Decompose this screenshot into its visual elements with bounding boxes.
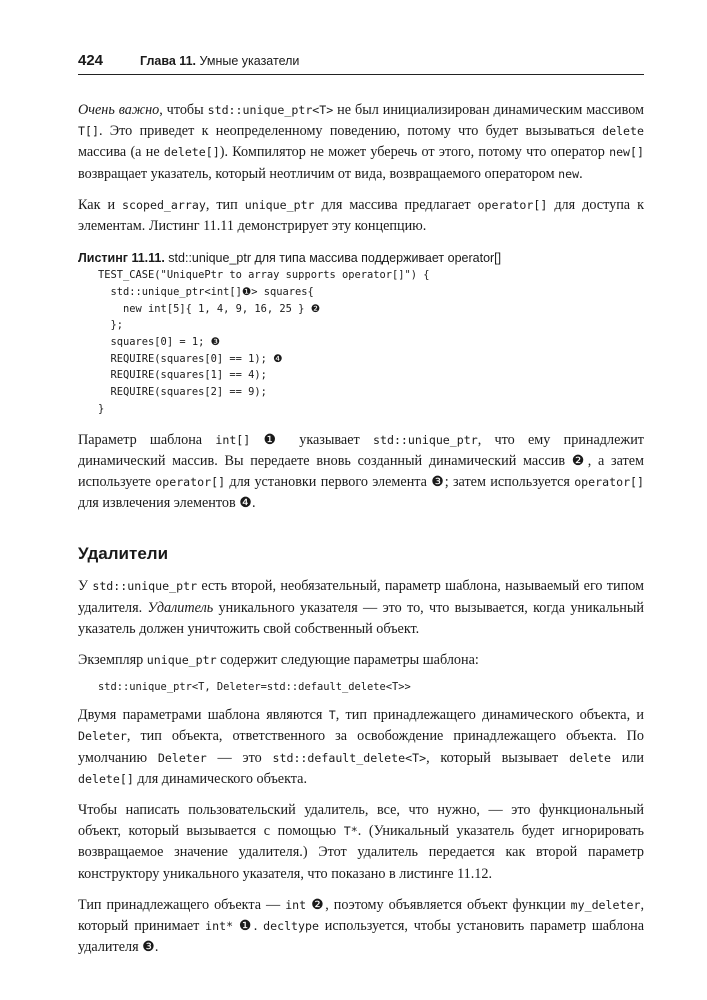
inline-code: operator[] [477, 197, 548, 212]
listing-caption [78, 251, 644, 265]
inline-code: int* [205, 919, 234, 933]
inline-code: delete [602, 124, 644, 139]
inline-code: int[] [215, 432, 251, 447]
listing-title: std::unique_ptr для типа массива поддерживает operator[] [164, 251, 502, 266]
inline-code: T* [343, 824, 358, 839]
inline-code: std::unique_ptr [373, 432, 478, 447]
paragraph: Тип принадлежащего объекта — int ❷, поэтому объявляется объект функции my_deleter, который принимает int* ❶. decltype используется, чтобы установить параметр шаблона удалителя ❸. [78, 896, 644, 956]
inline-code: std::unique_ptr [92, 579, 198, 594]
section-heading: Удалители [78, 544, 169, 564]
inline-code: delete[] [163, 145, 220, 160]
paragraph: Как и scoped_array, тип unique_ptr для массива предлагает operator[] для доступа к элементам. Листинг 11.11 демонстрирует эту концепцию. [78, 196, 644, 235]
page-header [78, 52, 644, 69]
inline-code: decltype [263, 919, 319, 933]
inline-code: int [285, 897, 307, 912]
page-number: 424 [78, 52, 104, 69]
page-body [78, 100, 644, 968]
inline-code: std::default_delete<T> [272, 750, 427, 765]
inline-code: unique_ptr [244, 197, 315, 212]
inline-code: delete[] [78, 771, 134, 786]
inline-code: my_deleter [570, 897, 641, 912]
inline-code: T [328, 708, 336, 723]
paragraph: У std::unique_ptr есть второй, необязательный, параметр шаблона, называемый его типом удалителя. Удалитель уникального указателя — это то, что вызывается, когда уникальный указатель должен уничтожить свой собственный объект. [78, 578, 644, 637]
inline-code: operator[] [574, 474, 645, 489]
inline-code: std::unique_ptr<T> [207, 103, 334, 117]
template-signature: std::unique_ptr<T, Deleter=std::default_delete<T>> [98, 681, 411, 694]
paragraph: Экземпляр unique_ptr содержит следующие параметры шаблона: [78, 651, 479, 668]
inline-code: new [558, 166, 580, 181]
running-title [140, 54, 299, 68]
paragraph: Чтобы написать пользовательский удалитель, все, что нужно, — это функциональный объект, который вызывается с помощью T*. (Уникальный указатель будет игнорировать возвращаемое значение удалителя.) Этот удалитель передается как второй параметр конструктору уникального указателя, что показано в листинге 11.12. [78, 801, 644, 882]
code-listing: TEST_CASE("UniquePtr to array supports operator[]") { std::unique_ptr<int[]❶> squares{ new int[5]{ 1, 4, 9, 16, 25 } ❷ }; squares[0] = 1; ❸ REQUIRE(squares[0] == 1); ❹ REQUIRE(squares[1] == 4); REQUIRE(squares[2] == 9); } [98, 269, 430, 415]
inline-code: delete [569, 750, 611, 765]
inline-code: operator[] [155, 474, 226, 489]
paragraph: Параметр шаблона int[] ❶ указывает std::unique_ptr, что ему принадлежит динамический массив. Вы передаете вновь созданный динамический массив ❷, а затем используете operator[] для установки первого элемента ❸; затем используется operator[] для извлечения элементов ❹. [78, 431, 645, 512]
inline-code: Deleter [78, 729, 127, 744]
inline-code: unique_ptr [146, 652, 217, 667]
paragraph: Очень важно, чтобы std::unique_ptr<T> не был инициализирован динамическим массивом T[]. Это приведет к неопределенному поведению, потому что будет вызываться delete массива (а не delete[]). Компилятор не может уберечь от этого, потому что оператор new[] возвращает указатель, который неотличим от вида, возвращаемого оператором new. [78, 102, 644, 182]
inline-code: new[] [609, 145, 644, 160]
inline-code: T[] [78, 124, 99, 139]
header-divider [78, 74, 644, 75]
inline-code: Deleter [157, 750, 207, 765]
inline-code: scoped_array [122, 197, 206, 212]
chapter-title: Умные указатели [199, 54, 300, 68]
listing-label: Листинг 11.11. [78, 251, 165, 266]
chapter-label: Глава 11. [140, 54, 196, 68]
paragraph: Двумя параметрами шаблона являются T, тип принадлежащего динамического объекта, и Deleter, тип объекта, ответственного за освобождение принадлежащего объекта. По умолчанию Deleter — это std::default_delete<T>, который вызывает delete или delete[] для динамического объекта. [78, 707, 645, 787]
